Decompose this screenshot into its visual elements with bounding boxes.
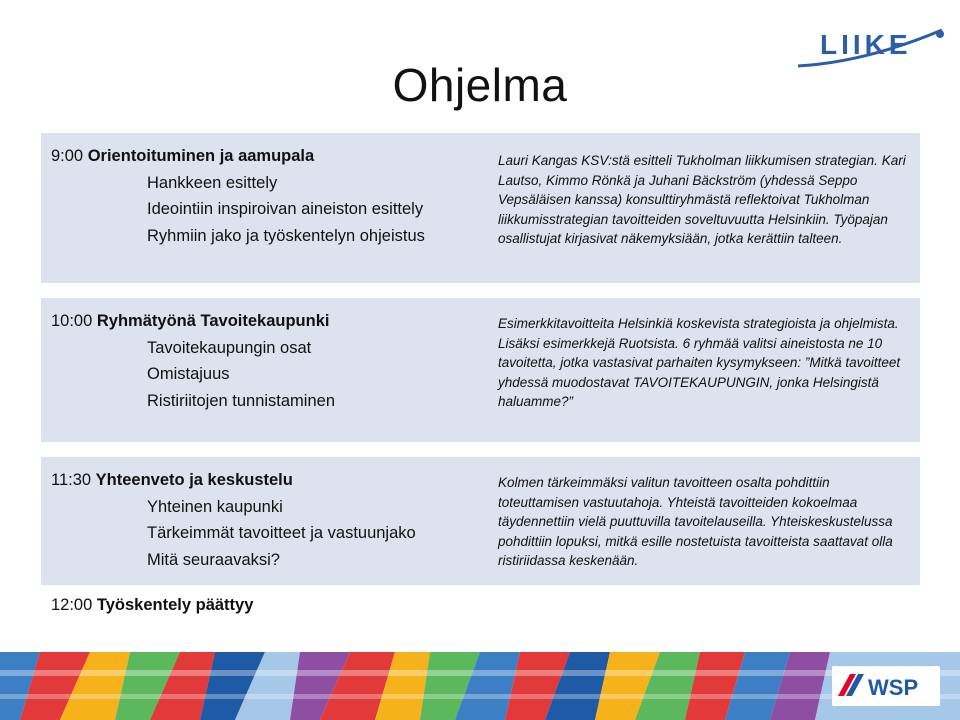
agenda-note: Kolmen tärkeimmäksi valitun tavoitteen osalta pohdittiin toteuttamisen vastuutahoja. Yhteistä tavoitteiden kokoelmaa täydennettiin vielä puuttuvilla tavoitelauseilla. Yhteiskeskustelussa pohdittiin lopuksi, mitkä esille nostetuista tavoitteista saattavat olla ristiriidassa keskenään.	[498, 475, 893, 568]
agenda-end	[51, 596, 253, 615]
agenda-row-1	[41, 133, 920, 283]
agenda-title: Orientoituminen ja aamupala	[87, 147, 315, 165]
decorative-stripe	[0, 652, 960, 720]
agenda-left-2	[51, 308, 481, 414]
agenda-item: Hankkeen esittely	[147, 173, 278, 192]
agenda-item: Omistajuus	[147, 365, 230, 383]
liike-logo-text: LIIKE	[820, 29, 912, 60]
wsp-logo-text: WSP	[868, 675, 919, 700]
agenda-title: Työskentely päättyy	[96, 596, 254, 614]
agenda-time: 12:00	[51, 596, 93, 614]
agenda-row-3	[41, 457, 920, 585]
agenda-title: Yhteenveto ja keskustelu	[95, 471, 293, 489]
agenda-left-1	[51, 143, 481, 249]
agenda-item: Tärkeimmät tavoitteet ja vastuunjako	[147, 524, 416, 542]
agenda-left-3	[51, 467, 481, 573]
page-title: Ohjelma	[392, 59, 568, 111]
agenda-item: Ideointiin inspiroivan aineiston esittely	[147, 200, 424, 218]
agenda-time: 10:00	[51, 312, 93, 330]
agenda-item: Ryhmiin jako ja työskentelyn ohjeistus	[147, 226, 425, 245]
agenda-time: 9:00	[51, 147, 84, 165]
agenda-title: Ryhmätyönä Tavoitekaupunki	[96, 312, 330, 330]
wsp-logo	[832, 666, 940, 706]
agenda-heading	[51, 143, 481, 170]
agenda-note: Esimerkkitavoitteita Helsinkiä koskevista strategioista ja ohjelmista. Lisäksi esimerkkejä Ruotsista. 6 ryhmää valitsi aineistosta ne 10 tavoitetta, jotka vastasivat parhaiten kysymykseen: ”Mitkä tavoitteet yhdessä muodostavat TAVOITEKAUPUNGIN, jonka Helsingistä haluamme?”	[498, 316, 901, 409]
agenda-heading	[51, 308, 481, 335]
agenda-row-2	[41, 298, 920, 442]
agenda-time: 11:30	[51, 471, 92, 489]
agenda-item: Yhteinen kaupunki	[147, 497, 283, 516]
agenda-item: Tavoitekaupungin osat	[147, 338, 312, 357]
agenda-item: Ristiriitojen tunnistaminen	[147, 391, 336, 410]
agenda-note: Lauri Kangas KSV:stä esitteli Tukholman liikkumisen strategian. Kari Lautso, Kimmo Rönkä ja Juhani Bäckström (yhdessä Seppo Vepsäläisen kanssa) konsulttiryhmästä reflektoivat Tukholman liikkumisstrategian tavoitteiden soveltuvuutta Helsinkiin. Työpajan osallistujat kirjasivat näkemyksiään, jotka kerättiin talteen.	[498, 153, 906, 246]
agenda-item: Mitä seuraavaksi?	[147, 550, 280, 569]
agenda-heading	[51, 467, 481, 494]
